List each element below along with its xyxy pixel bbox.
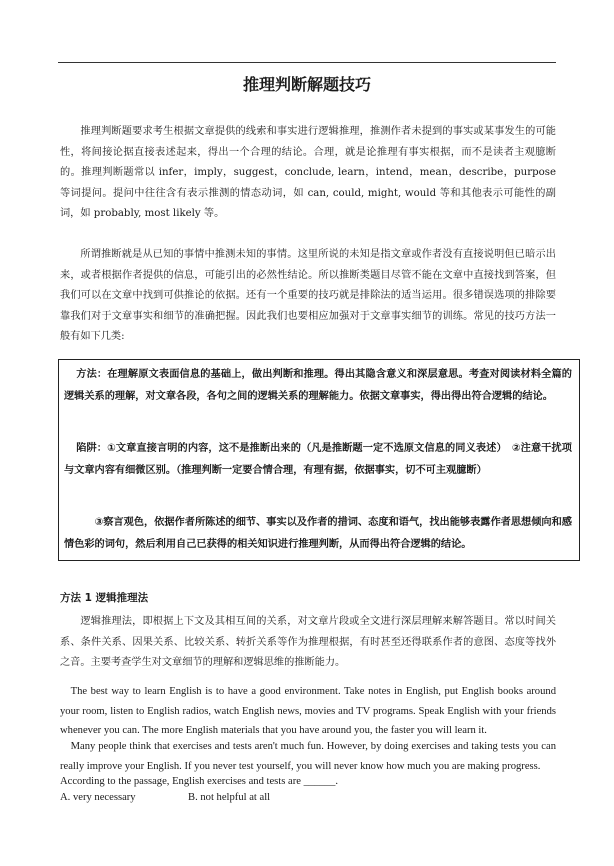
tips-observe: ③察言观色，依据作者所陈述的细节、事实以及作者的措词、态度和语气，找出能够表露作者思想倾向和感情色彩的词句，然后利用自己已获得的相关知识进行推理判断，从而得出符合逻辑的结论。 <box>64 517 572 550</box>
tips-box <box>58 359 580 561</box>
option-a: A. very necessary <box>60 792 136 803</box>
page-title: 推理判断解题技巧 <box>242 75 371 94</box>
english-paragraph-2: Many people think that exercises and tests aren't much fun. However, by doing exercises and taking tests you can really improve your English. If you never test yourself, you will never know how much you are making progress. <box>60 741 556 772</box>
intro-paragraph-1: 推理判断题要求考生根据文章提供的线索和事实进行逻辑推理，推测作者未提到的事实或某事发生的可能性，将间接论据直接表述起来，得出一个合理的结论。合理，就是论推理有事实根据，而不是读者主观臆断的。推理判断题常以 infer，imply，suggest，conclude, learn，intend，mean，describe，purpose 等词提问。提问中往往含有表示推测的情态动词，如 can, could, might, would 等和其他表示可能性的副词，如 probably, most likely 等。 <box>60 126 556 219</box>
section-heading: 方法 1 逻辑推理法 <box>60 592 149 604</box>
option-b: B. not helpful at all <box>188 792 271 803</box>
intro-paragraph-2: 所谓推断就是从已知的事情中推测未知的事情。这里所说的未知是指文章或作者没有直接说明但已暗示出来，或者根据作者提供的信息，可能引出的必然性结论。所以推断类题目尽管不能在文章中直接找到答案，但我们可以在文章中找到可供推论的依据。还有一个重要的技巧就是排除法的适当运用。很多错误选项的排除要靠我们对于文章事实和细节的准确把握。因此我们也要相应加强对于文章事实细节的训练。常见的技巧方法一般有如下几类: <box>60 249 556 342</box>
header-rule <box>58 62 556 63</box>
english-paragraph-1: The best way to learn English is to have a good environment. Take notes in English, put English books around your room, listen to English radios, watch English news, movies and TV programs. Speak English with your friends whenever you can. The more English materials that you have around you, the faster you will learn it. <box>60 686 556 737</box>
question-text: According to the passage, English exercises and tests are ______. <box>60 776 339 787</box>
tips-traps: 陷阱：①文章直接言明的内容，这不是推断出来的（凡是推断题一定不选原文信息的同义表述） ②注意干扰项与文章内容有细微区别。（推理判断一定要合情合理，有理有据，依据事实，切不可主观臆断） <box>64 443 572 476</box>
method1-paragraph: 逻辑推理法，即根据上下文及其相互间的关系，对文章片段或全文进行深层理解来解答题目。常以时间关系、条件关系、因果关系、比较关系、转折关系等作为推理根据，有时甚至还得联系作者的意图、态度等找外之音。主要考查学生对文章细节的理解和逻辑思维的推断能力。 <box>60 616 556 668</box>
tips-method: 方法：在理解原文表面信息的基础上，做出判断和推理。得出其隐含意义和深层意思。考查对阅读材料全篇的逻辑关系的理解，对文章各段，各句之间的逻辑关系的理解能力。依据文章事实，得出得出符合逻辑的结论。 <box>64 369 572 402</box>
